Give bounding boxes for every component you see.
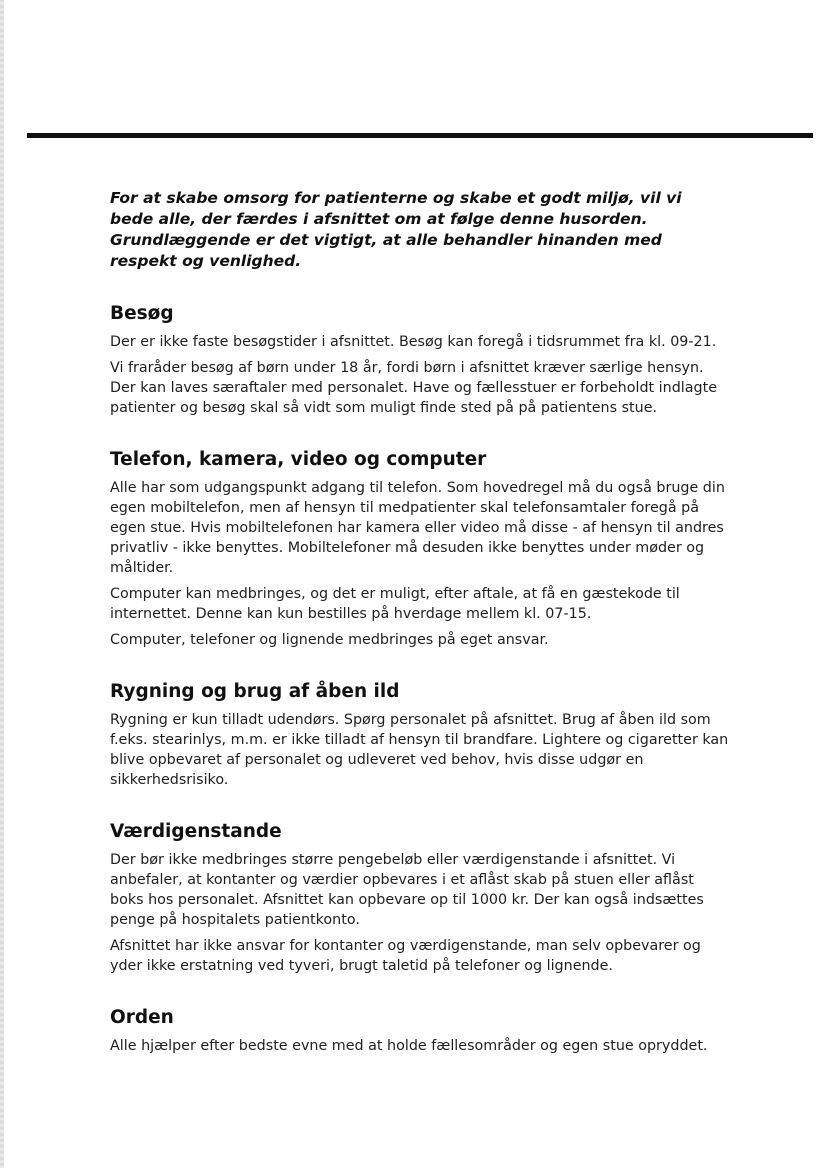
intro-text: For at skabe omsorg for patienterne og skabe et godt miljø, vil vi bede alle, der færdes i afsnittet om at følge denne husorden. Grundlæggende er det vigtigt, at alle behandler hinanden med respekt og venlighed. <box>110 189 682 270</box>
section-paragraph: Alle har som udgangspunkt adgang til telefon. Som hovedregel må du også bruge din egen mobiltelefon, men af hensyn til medpatienter skal telefonsamtaler foregå på egen stue. Hvis mobiltelefonen har kamera eller video må disse - af hensyn til andres privatliv - ikke benyttes. Mobiltelefoner må desuden ikke benyttes under møder og måltider. <box>110 480 725 576</box>
section-paragraph: Der er ikke faste besøgstider i afsnittet. Besøg kan foregå i tidsrummet fra kl. 09-21. <box>110 334 717 350</box>
section-paragraph: Der bør ikke medbringes større pengebeløb eller værdigenstande i afsnittet. Vi anbefaler, at kontanter og værdier opbevares i et aflåst skab på stuen eller aflåst boks hos personalet. Afsnittet kan opbevare op til 1000 kr. Der kan også indsættes penge på hospitalets patientkonto. <box>110 852 704 928</box>
document-body <box>110 188 730 1062</box>
section-orden <box>110 1006 730 1056</box>
section-title: Telefon, kamera, video og computer <box>110 449 487 470</box>
section-paragraph: Afsnittet har ikke ansvar for kontanter og værdigenstande, man selv opbevarer og yder ikke erstatning ved tyveri, brugt taletid på telefoner og lignende. <box>110 938 701 974</box>
section-paragraph: Alle hjælper efter bedste evne med at holde fællesområder og egen stue opryddet. <box>110 1038 708 1054</box>
section-rygning <box>110 680 730 790</box>
header-rule <box>27 133 813 138</box>
section-title: Rygning og brug af åben ild <box>110 681 400 702</box>
section-title: Orden <box>110 1007 174 1028</box>
section-title: Besøg <box>110 303 174 324</box>
section-paragraph: Computer kan medbringes, og det er muligt, efter aftale, at få en gæstekode til internettet. Denne kan kun bestilles på hverdage mellem kl. 07-15. <box>110 586 680 622</box>
scan-edge <box>0 0 4 1168</box>
section-paragraph: Computer, telefoner og lignende medbringes på eget ansvar. <box>110 632 549 648</box>
section-title: Værdigenstande <box>110 821 282 842</box>
section-paragraph: Vi fraråder besøg af børn under 18 år, fordi børn i afsnittet kræver særlige hensyn. Der kan laves særaftaler med personalet. Have og fællesstuer er forbeholdt indlagte patienter og besøg skal så vidt som muligt finde sted på på patientens stue. <box>110 360 717 416</box>
section-telefon <box>110 448 730 650</box>
section-paragraph: Rygning er kun tilladt udendørs. Spørg personalet på afsnittet. Brug af åben ild som f.eks. stearinlys, m.m. er ikke tilladt af hensyn til brandfare. Lightere og cigaretter kan blive opbevaret af personalet og udleveret ved behov, hvis disse udgør en sikkerhedsrisiko. <box>110 712 729 788</box>
section-vaerdigenstande <box>110 820 730 976</box>
section-besoeg <box>110 302 730 418</box>
